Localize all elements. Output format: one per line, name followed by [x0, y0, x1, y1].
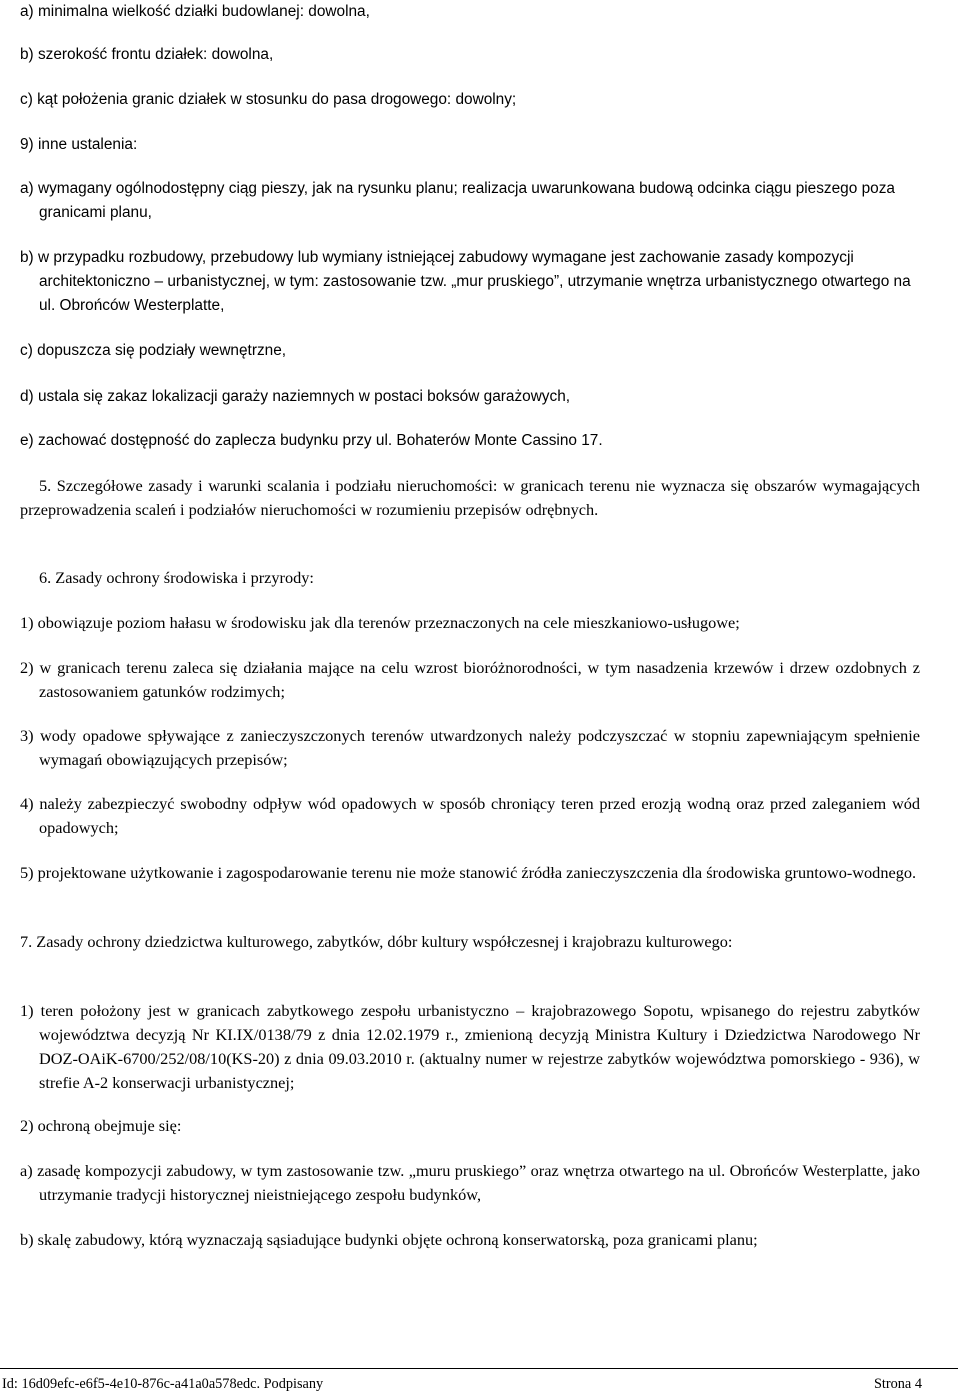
paragraph: c) kąt położenia granic działek w stosunku do pasa drogowego: dowolny;: [20, 91, 517, 108]
paragraph: 5) projektowane użytkowanie i zagospodarowanie terenu nie może stanowić źródła zanieczyszczenia dla środowiska gruntowo-wodnego.: [20, 863, 917, 882]
footer-divider: [0, 1368, 958, 1369]
paragraph: 2) w granicach terenu zaleca się działania mające na celu wzrost bioróżnorodności, w tym nasadzenia krzewów i drzew ozdobnych z zastosowaniem gatunków rodzimych;: [20, 658, 920, 701]
page-footer: [2, 1375, 922, 1393]
paragraph: b) skalę zabudowy, którą wyznaczają sąsiadujące budynki objęte ochroną konserwatorską, poza granicami planu;: [20, 1230, 758, 1249]
section-heading: 5. Szczegółowe zasady i warunki scalania i podziału nieruchomości: w granicach terenu nie wyznacza się obszarów wymagających przeprowadzenia scaleń i podziałów nieruchomości w rozumieniu przepisów odrębnych.: [20, 476, 920, 519]
document-id: Id: 16d09efc-e6f5-4e10-876c-a41a0a578edc. Podpisany: [2, 1376, 324, 1392]
paragraph: e) zachować dostępność do zaplecza budynku przy ul. Bohaterów Monte Cassino 17.: [20, 432, 603, 449]
paragraph: a) zasadę kompozycji zabudowy, w tym zastosowanie tzw. „muru pruskiego” oraz wnętrza otwartego na ul. Obrońców Westerplatte, jako utrzymanie tradycji historycznej nieistniejącego zespołu budynków,: [20, 1161, 920, 1204]
page-number: Strona 4: [873, 1376, 922, 1392]
paragraph: 3) wody opadowe spływające z zanieczyszczonych terenów utwardzonych należy podczyszczać w stopniu zapewniającym spełnienie wymagań obowiązujących przepisów;: [20, 726, 920, 769]
paragraph: 4) należy zabezpieczyć swobodny odpływ wód opadowych w sposób chroniący teren przed erozją wodną oraz przed zaleganiem wód opadowych;: [20, 794, 920, 837]
paragraph: d) ustala się zakaz lokalizacji garaży naziemnych w postaci boksów garażowych,: [20, 388, 571, 405]
paragraph: 2) ochroną obejmuje się:: [20, 1116, 182, 1135]
paragraph: c) dopuszcza się podziały wewnętrzne,: [20, 342, 287, 359]
paragraph: b) szerokość frontu działek: dowolna,: [20, 46, 274, 63]
section-heading: 6. Zasady ochrony środowiska i przyrody:: [39, 568, 314, 587]
paragraph: 1) obowiązuje poziom hałasu w środowisku jak dla terenów przeznaczonych na cele mieszkaniowo-usługowe;: [20, 613, 740, 632]
paragraph: a) wymagany ogólnodostępny ciąg pieszy, jak na rysunku planu; realizacja uwarunkowana budową odcinka ciągu pieszego poza granicami planu,: [20, 180, 895, 221]
section-heading: 7. Zasady ochrony dziedzictwa kulturowego, zabytków, dóbr kultury współczesnej i krajobrazu kulturowego:: [20, 932, 733, 951]
paragraph: a) minimalna wielkość działki budowlanej: dowolna,: [20, 3, 370, 20]
paragraph: b) w przypadku rozbudowy, przebudowy lub wymiany istniejącej zabudowy wymagane jest zachowanie zasady kompozycji architektoniczno – urbanistycznej, w tym: zastosowanie tzw. „mur pruskiego”, utrzymanie wnętrza urbanistycznego otwartego na ul. Obrońców Westerplatte,: [20, 249, 911, 314]
paragraph: 9) inne ustalenia:: [20, 136, 138, 153]
paragraph: 1) teren położony jest w granicach zabytkowego zespołu urbanistyczno – krajobrazowego Sopotu, wpisanego do rejestru zabytków województwa decyzją Nr KI.IX/0138/79 z dnia 12.02.1979 r., zmienioną decyzją Ministra Kultury i Dziedzictwa Narodowego Nr DOZ-OAiK-6700/252/08/10(KS-20) z dnia 09.03.2010 r. (aktualny numer w rejestrze zabytków województwa pomorskiego - 936), w strefie A-2 konserwacji urbanistycznej;: [20, 1001, 920, 1092]
